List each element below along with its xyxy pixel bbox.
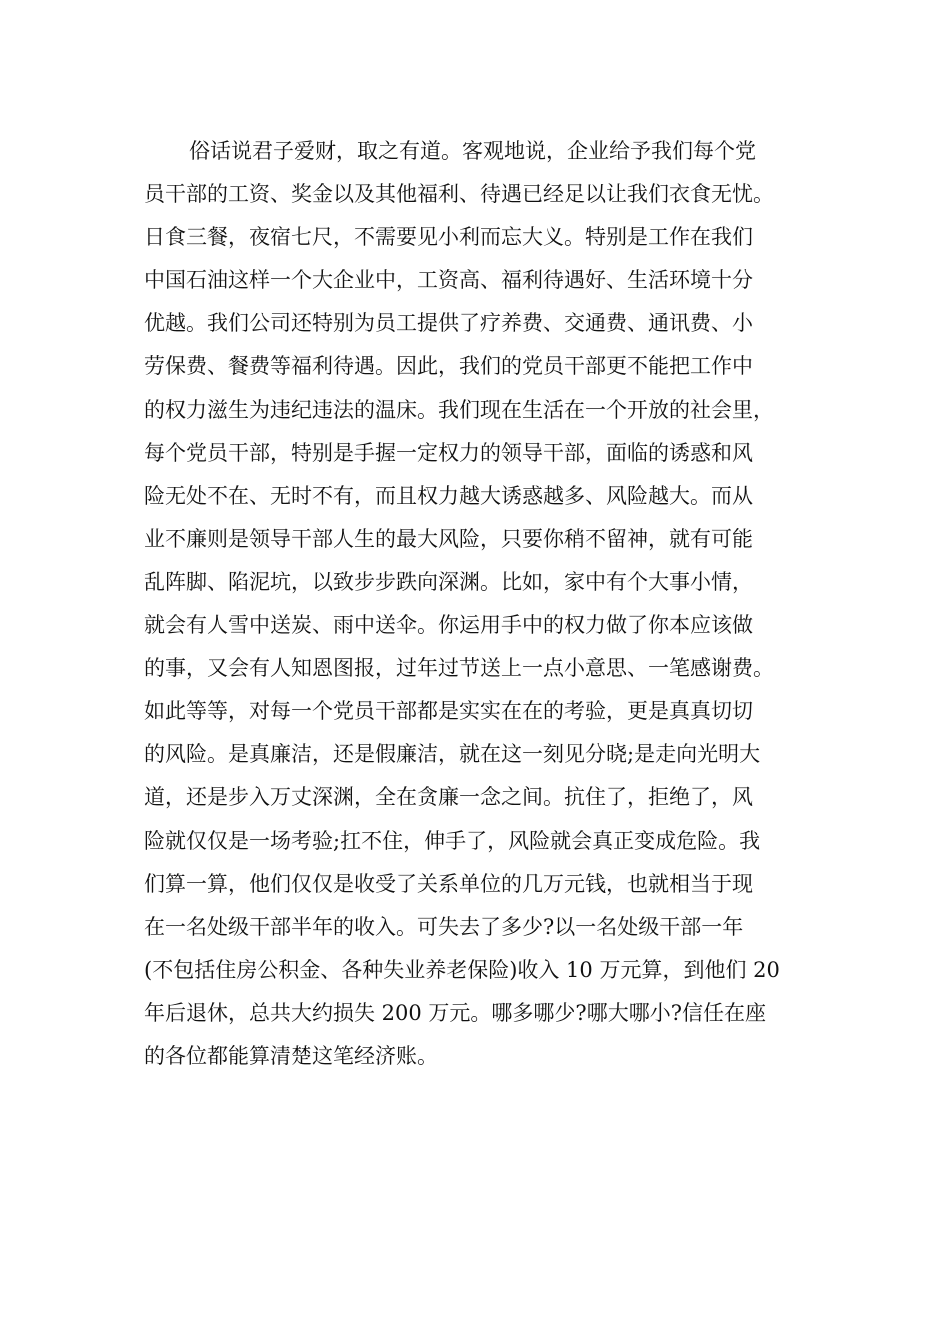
paragraph-line: 中国石油这样一个大企业中，工资高、福利待遇好、生活环境十分	[144, 268, 753, 293]
body-paragraph	[144, 130, 824, 1078]
paragraph-line: 的风险。是真廉洁，还是假廉洁，就在这一刻见分晓;是走向光明大	[144, 742, 761, 767]
paragraph-line: 每个党员干部，特别是手握一定权力的领导干部，面临的诱惑和风	[144, 440, 753, 465]
paragraph-line: 员干部的工资、奖金以及其他福利、待遇已经足以让我们衣食无忧。	[144, 182, 774, 207]
paragraph-line: 俗话说君子爱财，取之有道。客观地说，企业给予我们每个党	[189, 139, 756, 163]
paragraph-line: (不包括住房公积金、各种失业养老保险)收入 10 万元算，到他们 20	[144, 957, 780, 982]
paragraph-line: 道，还是步入万丈深渊，全在贪廉一念之间。抗住了，拒绝了，风	[144, 785, 753, 810]
paragraph-line: 的权力滋生为违纪违法的温床。我们现在生活在一个开放的社会里，	[144, 397, 774, 422]
paragraph-line: 们算一算，他们仅仅是收受了关系单位的几万元钱，也就相当于现	[144, 871, 753, 896]
paragraph-line: 在一名处级干部半年的收入。可失去了多少?以一名处级干部一年	[144, 914, 744, 939]
paragraph-line: 的各位都能算清楚这笔经济账。	[144, 1043, 438, 1068]
paragraph-line: 劳保费、餐费等福利待遇。因此，我们的党员干部更不能把工作中	[144, 354, 753, 379]
paragraph-line: 日食三餐，夜宿七尺，不需要见小利而忘大义。特别是工作在我们	[144, 225, 753, 250]
paragraph-line: 业不廉则是领导干部人生的最大风险，只要你稍不留神，就有可能	[144, 526, 753, 551]
paragraph-line: 如此等等，对每一个党员干部都是实实在在的考验，更是真真切切	[144, 699, 753, 724]
paragraph-line: 就会有人雪中送炭、雨中送伞。你运用手中的权力做了你本应该做	[144, 613, 753, 638]
paragraph-line: 优越。我们公司还特别为员工提供了疗养费、交通费、通讯费、小	[144, 311, 753, 336]
paragraph-line: 的事，又会有人知恩图报，过年过节送上一点小意思、一笔感谢费。	[144, 656, 774, 681]
paragraph-line: 乱阵脚、陷泥坑，以致步步跌向深渊。比如，家中有个大事小情，	[144, 569, 753, 594]
paragraph-line: 险就仅仅是一场考验;扛不住，伸手了，风险就会真正变成危险。我	[144, 828, 761, 853]
paragraph-line: 险无处不在、无时不有，而且权力越大诱惑越多、风险越大。而从	[144, 483, 753, 508]
paragraph-line: 年后退休，总共大约损失 200 万元。哪多哪少?哪大哪小?信任在座	[144, 1000, 766, 1025]
